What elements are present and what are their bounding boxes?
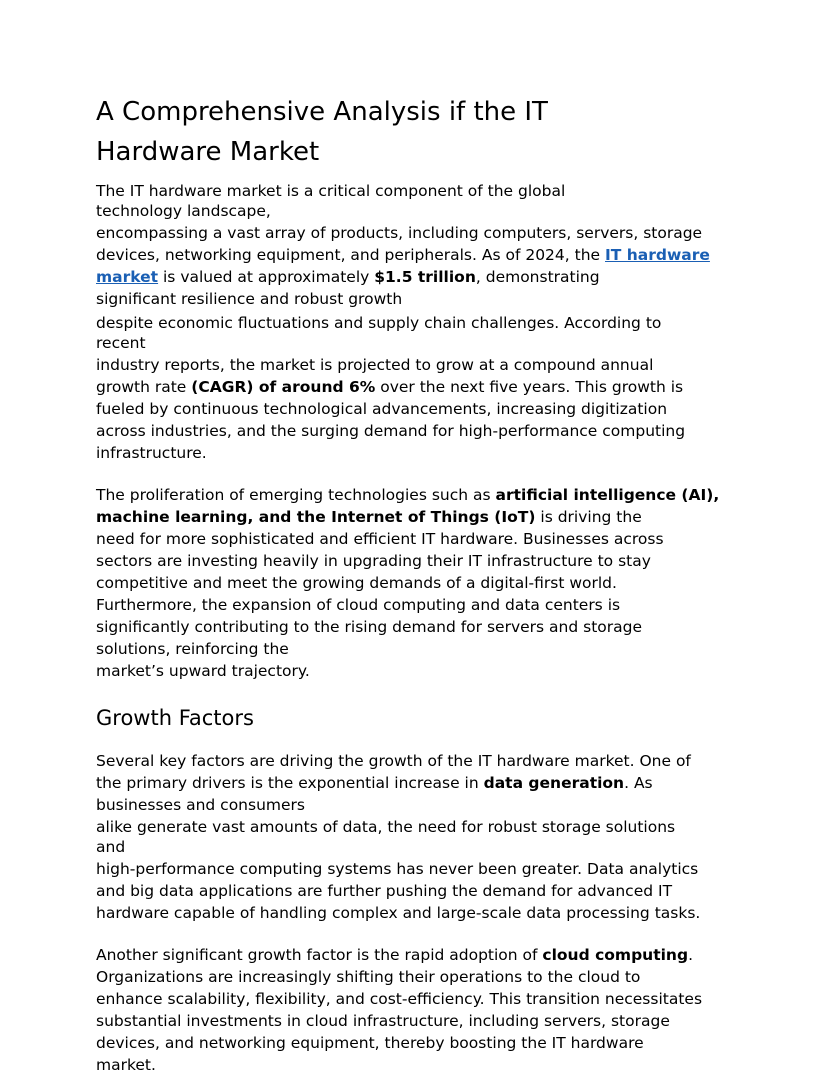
intro-line-5-text: is valued at approximately (158, 268, 375, 286)
cloud-line-1 (96, 944, 720, 966)
growth-line-4: alike generate vast amounts of data, the need for robust storage solutions (96, 818, 676, 836)
intro-line-4-text: devices, networking equipment, and peripherals. As of 2024, the (96, 246, 606, 264)
intro-line-11: fueled by continuous technological advancements, increasing digitization (96, 400, 668, 418)
intro-line-8: recent (96, 334, 146, 352)
market-value-bold: $1.5 trillion (374, 268, 476, 286)
paragraph-spacer (96, 682, 720, 704)
it-hardware-market-link[interactable]: IT hardware market (96, 246, 710, 286)
cloud-line-1-end: . (688, 946, 693, 964)
intro-line-1: The IT hardware market is a critical component of the global (96, 182, 566, 200)
emerging-line-8: solutions, reinforcing the (96, 640, 289, 658)
data-generation-bold: data generation (483, 774, 625, 792)
intro-line-6: significant resilience and robust growth (96, 290, 403, 308)
emerging-line-6: Furthermore, the expansion of cloud computing and data centers is (96, 596, 621, 614)
intro-paragraph (96, 182, 720, 464)
emerging-line-5: competitive and meet the growing demands of a digital-first world. (96, 574, 617, 592)
growth-paragraph (96, 750, 720, 924)
growth-line-5: and (96, 838, 126, 856)
intro-line-10-end: over the next five years. This growth is (375, 378, 684, 396)
growth-factors-heading: Growth Factors (96, 706, 254, 730)
growth-line-6: high-performance computing systems has never been greater. Data analytics (96, 860, 699, 878)
cloud-line-6: market. (96, 1056, 156, 1074)
cloud-line-4: substantial investments in cloud infrastructure, including servers, storage (96, 1012, 670, 1030)
paragraph-spacer (96, 464, 720, 484)
growth-line-2-end: . As (624, 774, 653, 792)
intro-line-10-text: growth rate (96, 378, 192, 396)
growth-line-3: businesses and consumers (96, 796, 305, 814)
intro-line-7: despite economic fluctuations and supply chain challenges. According to (96, 314, 662, 332)
cloud-computing-bold: cloud computing (542, 946, 689, 964)
paragraph-spacer (96, 924, 720, 944)
emerging-tech-paragraph (96, 484, 720, 682)
cloud-line-1-text: Another significant growth factor is the rapid adoption of (96, 946, 543, 964)
emerging-line-4: sectors are investing heavily in upgrading their IT infrastructure to stay (96, 552, 651, 570)
intro-line-3: encompassing a vast array of products, including computers, servers, storage (96, 224, 703, 242)
cloud-line-2: Organizations are increasingly shifting their operations to the cloud to (96, 968, 641, 986)
emerging-tech-bold: artificial intelligence (AI), machine learning, and the Internet of Things (IoT) (96, 486, 720, 526)
intro-line-5-end: , demonstrating (475, 268, 600, 286)
intro-line-13: infrastructure. (96, 444, 207, 462)
cloud-paragraph (96, 944, 720, 1076)
emerging-line-3: need for more sophisticated and efficient IT hardware. Businesses across (96, 530, 664, 548)
emerging-line-7: significantly contributing to the rising demand for servers and storage (96, 618, 643, 636)
intro-line-10 (96, 376, 720, 398)
cloud-line-3: enhance scalability, flexibility, and cost-efficiency. This transition necessitates (96, 990, 703, 1008)
cloud-line-5: devices, and networking equipment, thereby boosting the IT hardware (96, 1034, 644, 1052)
emerging-line-9: market’s upward trajectory. (96, 662, 310, 680)
intro-line-4 (96, 244, 720, 288)
growth-line-2-text: the primary drivers is the exponential increase in (96, 774, 484, 792)
page-title: A Comprehensive Analysis if the IT Hardware Market (96, 97, 548, 167)
intro-line-2: technology landscape, (96, 202, 271, 220)
emerging-line-1 (96, 484, 720, 528)
cagr-bold: (CAGR) of around 6% (191, 378, 376, 396)
intro-line-12: across industries, and the surging demand for high-performance computing (96, 422, 686, 440)
growth-line-7: and big data applications are further pushing the demand for advanced IT (96, 882, 673, 900)
growth-line-1: Several key factors are driving the growth of the IT hardware market. One of (96, 752, 691, 770)
emerging-line-2-end: is driving the (535, 508, 642, 526)
growth-line-2 (96, 772, 720, 794)
intro-line-9: industry reports, the market is projected to grow at a compound annual (96, 356, 654, 374)
growth-line-8: hardware capable of handling complex and large-scale data processing tasks. (96, 904, 701, 922)
document-page (96, 92, 720, 1076)
emerging-line-1-text: The proliferation of emerging technologies such as (96, 486, 496, 504)
